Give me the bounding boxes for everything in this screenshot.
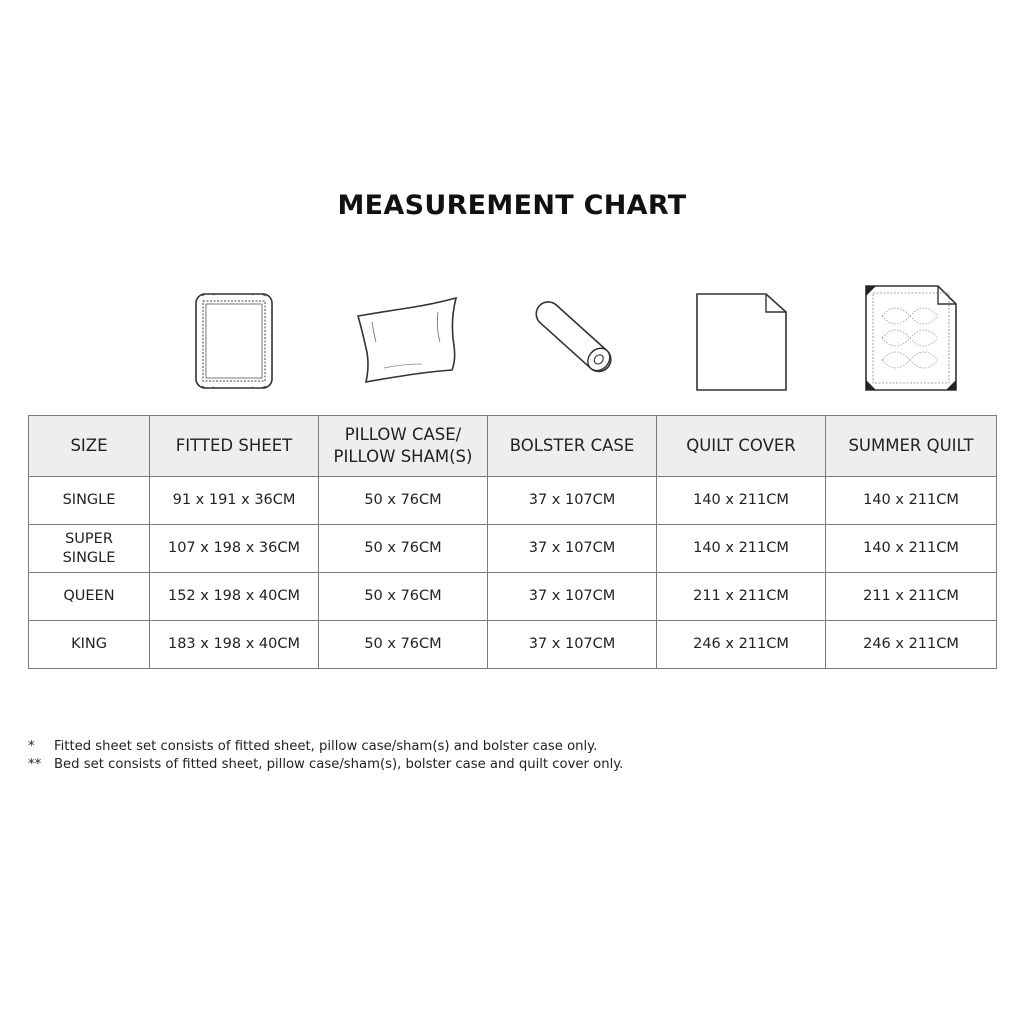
header-pillow-case bbox=[319, 416, 488, 477]
summer-quilt-cell: 211 x 211CM bbox=[826, 573, 997, 621]
header-size bbox=[29, 416, 150, 477]
pillow-case-cell: 50 x 76CM bbox=[319, 621, 488, 669]
pillow-case-cell: 50 x 76CM bbox=[319, 477, 488, 525]
footnote-mark: * bbox=[28, 739, 35, 754]
pillow-case-cell: 50 x 76CM bbox=[319, 573, 488, 621]
summer-quilt-icon bbox=[862, 282, 962, 394]
bolster-case-cell: 37 x 107CM bbox=[488, 525, 657, 573]
fitted-sheet-icon bbox=[188, 282, 278, 394]
pillow-case-cell: 50 x 76CM bbox=[319, 525, 488, 573]
header-fitted-sheet-label: FITTED SHEET bbox=[175, 436, 293, 455]
header-bolster-case bbox=[488, 416, 657, 477]
footnote-text: Bed set consists of fitted sheet, pillow case/sham(s), bolster case and quilt cover only. bbox=[54, 757, 624, 772]
quilt-cover-cell: 246 x 211CM bbox=[657, 621, 826, 669]
size-cell: QUEEN bbox=[29, 573, 150, 621]
table-header-row bbox=[29, 416, 997, 477]
header-quilt-cover bbox=[657, 416, 826, 477]
summer-quilt-cell: 246 x 211CM bbox=[826, 621, 997, 669]
pillow-case-icon bbox=[352, 282, 464, 394]
footnotes bbox=[28, 738, 988, 774]
size-cell: SINGLE bbox=[29, 477, 150, 525]
header-summer-quilt-label: SUMMER QUILT bbox=[848, 436, 974, 455]
table-row bbox=[29, 477, 997, 525]
quilt-cover-icon bbox=[692, 282, 792, 394]
header-summer-quilt bbox=[826, 416, 997, 477]
measurement-table bbox=[28, 415, 997, 669]
bolster-case-cell: 37 x 107CM bbox=[488, 621, 657, 669]
header-fitted-sheet bbox=[150, 416, 319, 477]
table-row bbox=[29, 525, 997, 573]
header-pillow-case-label: PILLOW CASE/ PILLOW SHAM(S) bbox=[333, 425, 473, 466]
fitted-sheet-cell: 152 x 198 x 40CM bbox=[150, 573, 319, 621]
quilt-cover-cell: 211 x 211CM bbox=[657, 573, 826, 621]
size-cell: SUPER SINGLE bbox=[29, 525, 150, 573]
header-quilt-cover-label: QUILT COVER bbox=[686, 436, 796, 455]
bolster-case-cell: 37 x 107CM bbox=[488, 477, 657, 525]
bolster-case-icon bbox=[530, 282, 620, 394]
footnote-item bbox=[28, 756, 988, 774]
table-row bbox=[29, 573, 997, 621]
summer-quilt-cell: 140 x 211CM bbox=[826, 477, 997, 525]
footnote-text: Fitted sheet set consists of fitted sheet, pillow case/sham(s) and bolster case only. bbox=[54, 739, 598, 754]
summer-quilt-cell: 140 x 211CM bbox=[826, 525, 997, 573]
footnote-mark: ** bbox=[28, 757, 42, 772]
footnote-item bbox=[28, 738, 988, 756]
fitted-sheet-cell: 183 x 198 x 40CM bbox=[150, 621, 319, 669]
header-bolster-case-label: BOLSTER CASE bbox=[509, 436, 635, 455]
table-row bbox=[29, 621, 997, 669]
fitted-sheet-cell: 91 x 191 x 36CM bbox=[150, 477, 319, 525]
size-cell: KING bbox=[29, 621, 150, 669]
fitted-sheet-cell: 107 x 198 x 36CM bbox=[150, 525, 319, 573]
header-size-label: SIZE bbox=[70, 436, 108, 455]
quilt-cover-cell: 140 x 211CM bbox=[657, 477, 826, 525]
bolster-case-cell: 37 x 107CM bbox=[488, 573, 657, 621]
quilt-cover-cell: 140 x 211CM bbox=[657, 525, 826, 573]
page-title: MEASUREMENT CHART bbox=[337, 190, 687, 221]
